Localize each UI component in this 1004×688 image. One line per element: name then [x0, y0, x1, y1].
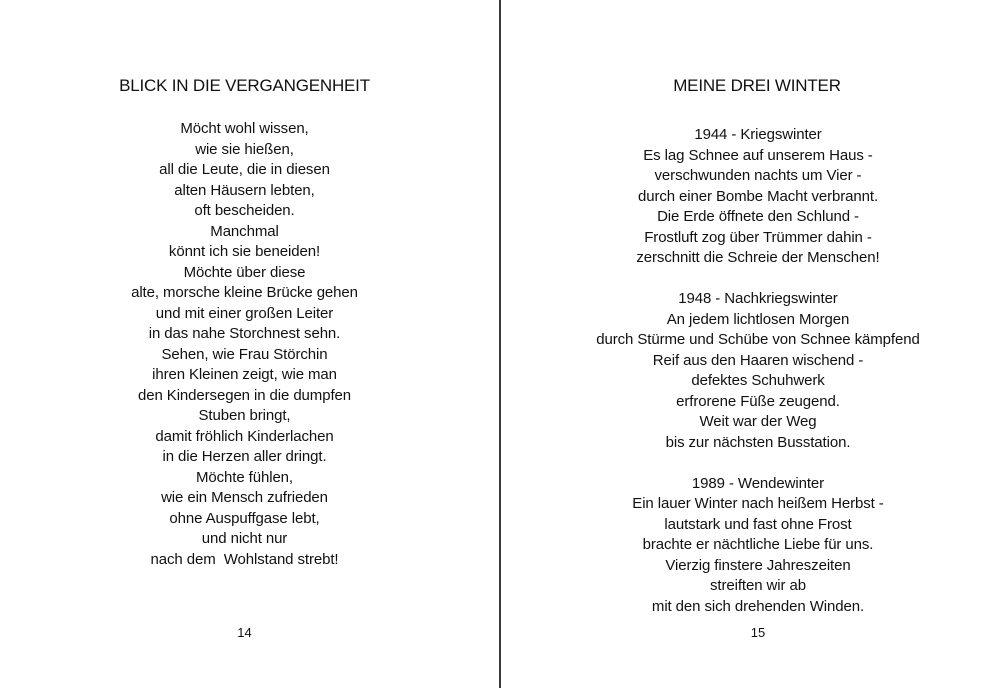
poem-line: all die Leute, die in diesen	[159, 161, 330, 178]
poem-line: Möcht wohl wissen,	[180, 120, 309, 137]
stanza-heading: 1989 - Wendewinter	[691, 474, 825, 492]
stanza-heading: 1944 - Kriegswinter	[694, 126, 822, 143]
poem-line: wie sie hießen,	[195, 140, 294, 158]
poem-line: nach dem Wohlstand strebt!	[150, 550, 339, 568]
poem-line: Stuben bringt,	[198, 407, 291, 424]
poem-line: damit fröhlich Kinderlachen	[155, 427, 334, 445]
poem-title: BLICK IN DIE VERGANGENHEIT	[119, 76, 370, 95]
poem-line: durch Stürme und Schübe von Schnee kämpfend	[596, 331, 920, 348]
poem-line: defektes Schuhwerk	[691, 372, 825, 389]
page-number: 15	[750, 625, 766, 640]
poem-line: bis zur nächsten Busstation.	[665, 433, 851, 451]
poem-line: An jedem lichtlosen Morgen	[666, 310, 850, 328]
poem-line: verschwunden nachts um Vier -	[654, 167, 862, 184]
poem-line: Die Erde öffnete den Schlund -	[657, 208, 859, 225]
poem-line: oft bescheiden.	[194, 202, 295, 219]
poem-line: erfrorene Füße zeugend.	[676, 392, 840, 410]
poem-title: MEINE DREI WINTER	[673, 76, 841, 95]
stanza-1948	[512, 289, 1004, 453]
poem-line: wie ein Mensch zufrieden	[161, 489, 328, 506]
stanza-1989	[512, 474, 1004, 618]
poem-line: und mit einer großen Leiter	[155, 304, 334, 322]
poem-line: zerschnitt die Schreie der Menschen!	[636, 249, 880, 266]
poem-line: brachte er nächtliche Liebe für uns.	[642, 536, 874, 553]
poem-line: Frostluft zog über Trümmer dahin -	[644, 228, 872, 246]
page-number: 14	[237, 625, 252, 640]
poem-line: Möchte über diese	[183, 263, 306, 281]
poem-line: Ein lauer Winter nach heißem Herbst -	[632, 495, 884, 512]
poem-line: ihren Kleinen zeigt, wie man	[152, 366, 337, 383]
book-gutter-divider	[499, 0, 501, 688]
poem-line: Es lag Schnee auf unserem Haus -	[643, 146, 873, 164]
poem-line: alten Häusern lebten,	[174, 181, 315, 199]
poem-line: mit den sich drehenden Winden.	[651, 597, 865, 615]
poem-line: den Kindersegen in die dumpfen	[138, 386, 351, 404]
poem-line: und nicht nur	[201, 530, 288, 547]
poem-line: Möchte fühlen,	[196, 468, 293, 486]
poem-line: Weit war der Weg	[699, 413, 817, 430]
left-page	[0, 0, 499, 688]
right-page	[502, 0, 1004, 688]
poem-line: in die Herzen aller dringt.	[162, 448, 327, 465]
stanza-heading: 1948 - Nachkriegswinter	[678, 290, 838, 307]
stanza-1944	[512, 125, 1004, 269]
poem-line: Manchmal	[210, 222, 279, 240]
poem-body	[0, 119, 499, 570]
poem-line: streiften wir ab	[710, 577, 806, 594]
poem-line: Vierzig finstere Jahreszeiten	[665, 556, 851, 574]
poem-line: alte, morsche kleine Brücke gehen	[131, 284, 358, 301]
poem-body	[512, 125, 1004, 617]
poem-line: Reif aus den Haaren wischend -	[652, 351, 864, 369]
poem-line: Sehen, wie Frau Störchin	[161, 345, 328, 363]
poem-line: in das nahe Storchnest sehn.	[148, 325, 341, 342]
poem-line: könnt ich sie beneiden!	[168, 243, 321, 260]
poem-line: ohne Auspuffgase lebt,	[169, 509, 320, 527]
poem-line: durch einer Bombe Macht verbrannt.	[637, 187, 879, 205]
poem-line: lautstark und fast ohne Frost	[664, 515, 852, 533]
